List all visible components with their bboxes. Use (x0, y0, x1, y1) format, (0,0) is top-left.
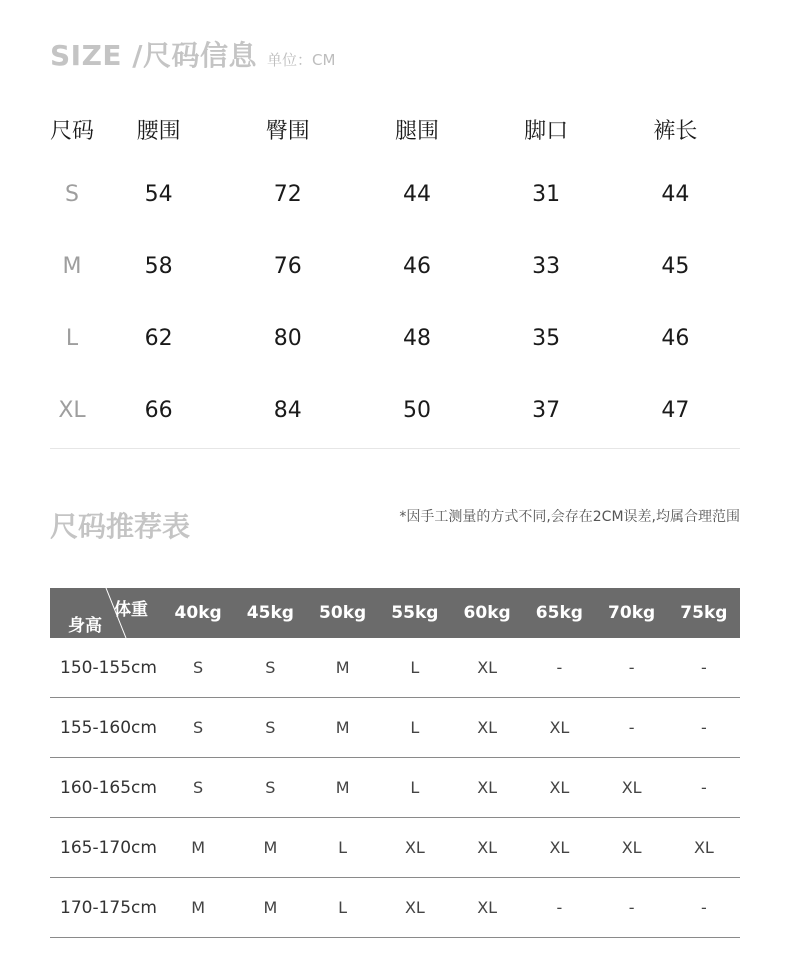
size-cell: - (700, 898, 707, 917)
weight-header: 50kg (319, 603, 367, 623)
corner-cell (50, 588, 162, 638)
size-info-header (50, 34, 335, 74)
size-cell: L (410, 778, 420, 797)
weight-header: 40kg (174, 603, 222, 623)
size-cell: S (265, 658, 276, 677)
size-cell: L (410, 718, 420, 737)
size-cell: M (263, 898, 278, 917)
size-cell: - (700, 778, 707, 797)
size-cell: 58 (144, 253, 173, 279)
size-cell: M (335, 658, 350, 677)
size-label: S (65, 181, 79, 207)
weight-header: 70kg (608, 603, 656, 623)
weight-header: 60kg (463, 603, 511, 623)
size-row-s (50, 158, 740, 230)
size-cell: 47 (661, 397, 690, 423)
size-cell: 31 (532, 181, 561, 207)
size-cell: XL (477, 718, 498, 737)
size-label: M (62, 253, 82, 279)
height-label: 160-165cm (60, 777, 157, 798)
size-cell: 44 (661, 181, 690, 207)
table-row (50, 878, 740, 938)
page-title: SIZE /尺码信息 (50, 39, 257, 72)
size-cell: S (193, 718, 204, 737)
col-hip: 臀围 (265, 118, 310, 144)
size-cell: - (628, 898, 635, 917)
size-cell: XL (621, 778, 642, 797)
weight-header: 75kg (680, 603, 728, 623)
size-label: L (65, 325, 79, 351)
size-cell: - (700, 658, 707, 677)
size-cell: XL (404, 898, 425, 917)
recommend-title: 尺码推荐表 (50, 510, 191, 543)
size-cell: - (628, 658, 635, 677)
height-label: 165-170cm (60, 837, 157, 858)
size-cell: XL (477, 898, 498, 917)
size-row-l (50, 302, 740, 374)
size-cell: - (628, 718, 635, 737)
recommend-note: *因手工测量的方式不同,会存在2CM误差,均属合理范围 (399, 509, 740, 525)
size-cell: M (335, 718, 350, 737)
weight-header: 45kg (246, 603, 294, 623)
col-length: 裤长 (653, 118, 698, 144)
corner-weight-label: 体重 (114, 600, 148, 620)
size-cell: XL (477, 778, 498, 797)
size-cell: S (265, 718, 276, 737)
recommend-table (50, 588, 740, 938)
size-cell: XL (549, 778, 570, 797)
size-cell: - (556, 658, 563, 677)
size-cell: 80 (273, 325, 302, 351)
size-cell: S (193, 778, 204, 797)
size-cell: S (193, 658, 204, 677)
size-cell: - (700, 718, 707, 737)
table-row (50, 818, 740, 878)
size-cell: 45 (661, 253, 690, 279)
size-cell: 50 (402, 397, 431, 423)
size-cell: 48 (402, 325, 431, 351)
table-row (50, 638, 740, 698)
unit-label: 单位：CM (267, 51, 336, 69)
size-cell: M (335, 778, 350, 797)
corner-height-label: 身高 (68, 616, 102, 636)
size-cell: XL (404, 838, 425, 857)
size-cell: XL (477, 658, 498, 677)
size-cell: XL (693, 838, 714, 857)
table-row (50, 758, 740, 818)
weight-header: 65kg (535, 603, 583, 623)
col-hem: 脚口 (524, 118, 569, 144)
col-thigh: 腿围 (394, 118, 439, 144)
weight-header: 55kg (391, 603, 439, 623)
size-cell: 35 (532, 325, 561, 351)
size-cell: S (265, 778, 276, 797)
col-waist: 腰围 (136, 118, 181, 144)
size-row-m (50, 230, 740, 302)
size-cell: 72 (273, 181, 302, 207)
size-cell: - (556, 898, 563, 917)
size-cell: L (338, 838, 348, 857)
size-cell: 66 (144, 397, 173, 423)
table-row (50, 698, 740, 758)
size-row-xl (50, 374, 740, 446)
size-cell: XL (621, 838, 642, 857)
size-cell: M (263, 838, 278, 857)
size-cell: 46 (402, 253, 431, 279)
section-divider (50, 448, 740, 449)
size-cell: 44 (402, 181, 431, 207)
size-cell: XL (549, 838, 570, 857)
size-cell: M (191, 898, 206, 917)
size-cell: XL (549, 718, 570, 737)
size-table-header (50, 100, 740, 158)
size-cell: 84 (273, 397, 302, 423)
size-cell: 33 (532, 253, 561, 279)
size-cell: 76 (273, 253, 302, 279)
size-cell: M (191, 838, 206, 857)
size-table (50, 100, 740, 446)
height-label: 155-160cm (60, 717, 157, 738)
recommend-header (50, 588, 740, 638)
height-label: 170-175cm (60, 897, 157, 918)
size-cell: 46 (661, 325, 690, 351)
size-cell: 62 (144, 325, 173, 351)
size-cell: 54 (144, 181, 173, 207)
col-size: 尺码 (50, 118, 95, 144)
size-cell: L (410, 658, 420, 677)
size-cell: L (338, 898, 348, 917)
height-label: 150-155cm (60, 657, 157, 678)
size-cell: 37 (532, 397, 561, 423)
size-label: XL (58, 397, 86, 423)
size-cell: XL (477, 838, 498, 857)
